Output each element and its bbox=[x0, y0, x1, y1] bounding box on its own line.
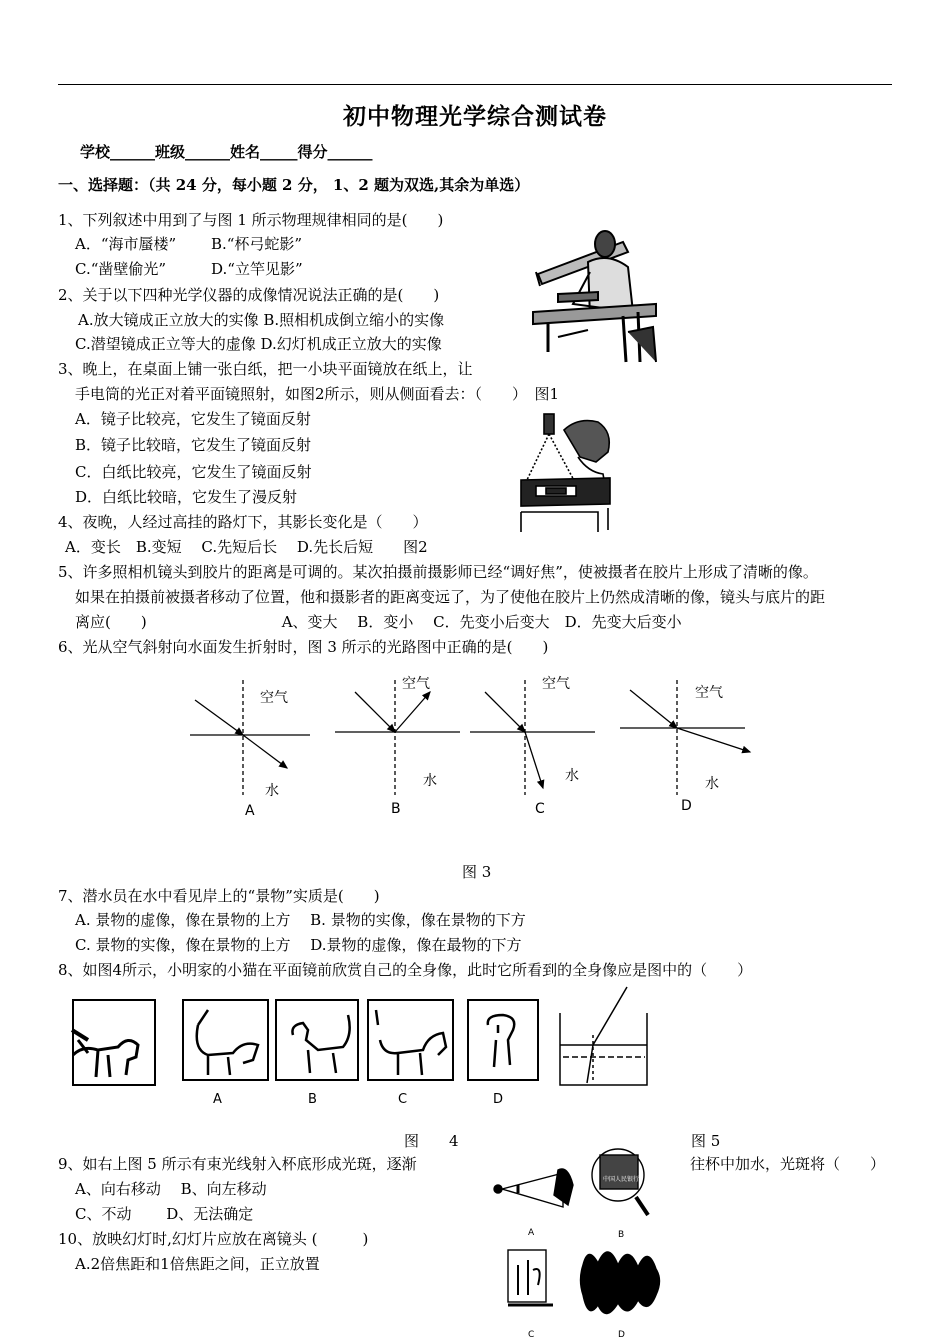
q3-option-c: C．白纸比较亮，它发生了镜面反射 bbox=[75, 463, 312, 481]
q7-options-ab: A. 景物的虚像，像在景物的上方 B. 景物的实像，像在景物的下方 bbox=[75, 911, 526, 929]
q3-stem-line2: 手电筒的光正对着平面镜照射，如图2所示，则从侧面看去：（ ） 图1 bbox=[75, 385, 560, 403]
fig-optics-label-d: D bbox=[618, 1330, 625, 1340]
fig4-label-d: D bbox=[493, 1092, 504, 1107]
q5-line1: 5、许多照相机镜头到胶片的距离是可调的。某次拍摄前摄影师已经“调好焦”，使被摄者在胶片上形成了清晰的像。 bbox=[58, 563, 818, 581]
diagram-d-label: D bbox=[681, 798, 692, 814]
q2-options-ab: A.放大镜成正立放大的实像 B.照相机成倒立缩小的实像 bbox=[78, 311, 445, 329]
diagram-b-air-label: 空气 bbox=[402, 676, 430, 692]
top-rule bbox=[58, 84, 892, 85]
diagram-a-label: A bbox=[245, 803, 255, 819]
diagram-a-water-label: 水 bbox=[265, 783, 279, 799]
q1-stem: 1、下列叙述中用到了与图 1 所示物理规律相同的是( ) bbox=[58, 211, 444, 229]
figure-5-caption: 图 5 bbox=[691, 1132, 721, 1150]
q3-option-d: D．白纸比较暗，它发生了漫反射 bbox=[75, 488, 298, 506]
fig4-label-c: C bbox=[398, 1092, 408, 1107]
diagram-b-water-label: 水 bbox=[423, 773, 437, 789]
section-heading: 一、选择题：（共 24 分，每小题 2 分， 1、2 题为双选,其余为单选） bbox=[58, 176, 530, 194]
figure-4-cat-mirror bbox=[58, 995, 548, 1107]
q2-stem: 2、关于以下四种光学仪器的成像情况说法正确的是( ) bbox=[58, 286, 440, 304]
q7-stem: 7、潜水员在水中看见岸上的“景物”实质是( ) bbox=[58, 887, 380, 905]
figure-2-illustration bbox=[518, 412, 618, 534]
fig4-label-b: B bbox=[308, 1092, 317, 1107]
q3-stem-line1: 3、晚上，在桌面上铺一张白纸，把一小块平面镜放在纸上，让 bbox=[58, 360, 473, 378]
student-info-line: 学校______班级______姓名_____得分______ bbox=[80, 143, 373, 161]
figure-optics-instruments bbox=[488, 1145, 673, 1341]
banknote-badge-text: 中国人民银行 bbox=[603, 1176, 640, 1183]
q8-stem: 8、如图4所示，小明家的小猫在平面镜前欣赏自己的全身像，此时它所看到的全身像应是图中的（ ） bbox=[58, 961, 753, 979]
fig4-label-a: A bbox=[213, 1092, 222, 1107]
q6-stem: 6、光从空气斜射向水面发生折射时，图 3 所示的光路图中正确的是( ) bbox=[58, 638, 549, 656]
q9-options-ab: A、向右移动 B、向左移动 bbox=[75, 1180, 267, 1198]
diagram-d-air-label: 空气 bbox=[695, 685, 723, 701]
refraction-diagram-a bbox=[190, 680, 310, 795]
figure-1-illustration bbox=[528, 212, 660, 367]
q2-options-cd: C.潜望镜成正立等大的虚像 D.幻灯机成正立放大的实像 bbox=[75, 335, 442, 353]
figure-3-refraction-diagrams bbox=[185, 670, 765, 820]
q1-options-ab: A．“海市蜃楼” B.“杯弓蛇影” bbox=[75, 235, 303, 253]
q7-options-cd: C. 景物的实像，像在景物的上方 D.景物的虚像，像在最物的下方 bbox=[75, 936, 522, 954]
fig-optics-label-a: A bbox=[528, 1228, 535, 1238]
refraction-diagram-b bbox=[335, 680, 460, 795]
refraction-diagram-d bbox=[620, 680, 750, 795]
figure-3-caption: 图 3 bbox=[462, 863, 492, 881]
diagram-b-label: B bbox=[391, 801, 401, 817]
fig-optics-label-c: C bbox=[528, 1330, 535, 1340]
q9-stem-left: 9、如右上图 5 所示有束光线射入杯底形成光斑，逐渐 bbox=[58, 1155, 417, 1173]
q3-option-a: A．镜子比较亮，它发生了镜面反射 bbox=[75, 410, 311, 428]
diagram-c-water-label: 水 bbox=[565, 768, 579, 784]
q3-option-b: B．镜子比较暗，它发生了镜面反射 bbox=[75, 436, 312, 454]
q5-line3: 离应( ) A、变大 B．变小 C．先变小后变大 D．先变大后变小 bbox=[75, 613, 682, 631]
fig-optics-label-b: B bbox=[618, 1230, 625, 1240]
q4-stem: 4、夜晚，人经过高挂的路灯下，其影长变化是（ ） bbox=[58, 513, 428, 531]
q9-stem-right: 往杯中加水，光斑将（ ） bbox=[690, 1155, 886, 1173]
diagram-c-air-label: 空气 bbox=[542, 676, 570, 692]
page-title: 初中物理光学综合测试卷 bbox=[343, 103, 607, 130]
figure-4-caption: 图 4 bbox=[404, 1132, 459, 1150]
q10-option-a: A.2倍焦距和1倍焦距之间，正立放置 bbox=[75, 1255, 320, 1273]
q5-line2: 如果在拍摄前被摄者移动了位置，他和摄影者的距离变远了，为了使他在胶片上仍然成清晰的像，镜头与底片的距 bbox=[75, 588, 826, 606]
q10-stem: 10、放映幻灯时,幻灯片应放在离镜头 ( ) bbox=[58, 1230, 369, 1248]
q9-options-cd: C、不动 D、无法确定 bbox=[75, 1205, 254, 1223]
figure-5-cup-light-ray bbox=[555, 985, 655, 1090]
diagram-d-water-label: 水 bbox=[705, 776, 719, 792]
q4-options: A．变长 B.变短 C.先短后长 D.先长后短 图2 bbox=[65, 538, 428, 556]
diagram-c-label: C bbox=[535, 801, 545, 817]
q1-options-cd: C.“凿壁偷光” D.“立竿见影” bbox=[75, 260, 303, 278]
diagram-a-air-label: 空气 bbox=[260, 690, 288, 706]
